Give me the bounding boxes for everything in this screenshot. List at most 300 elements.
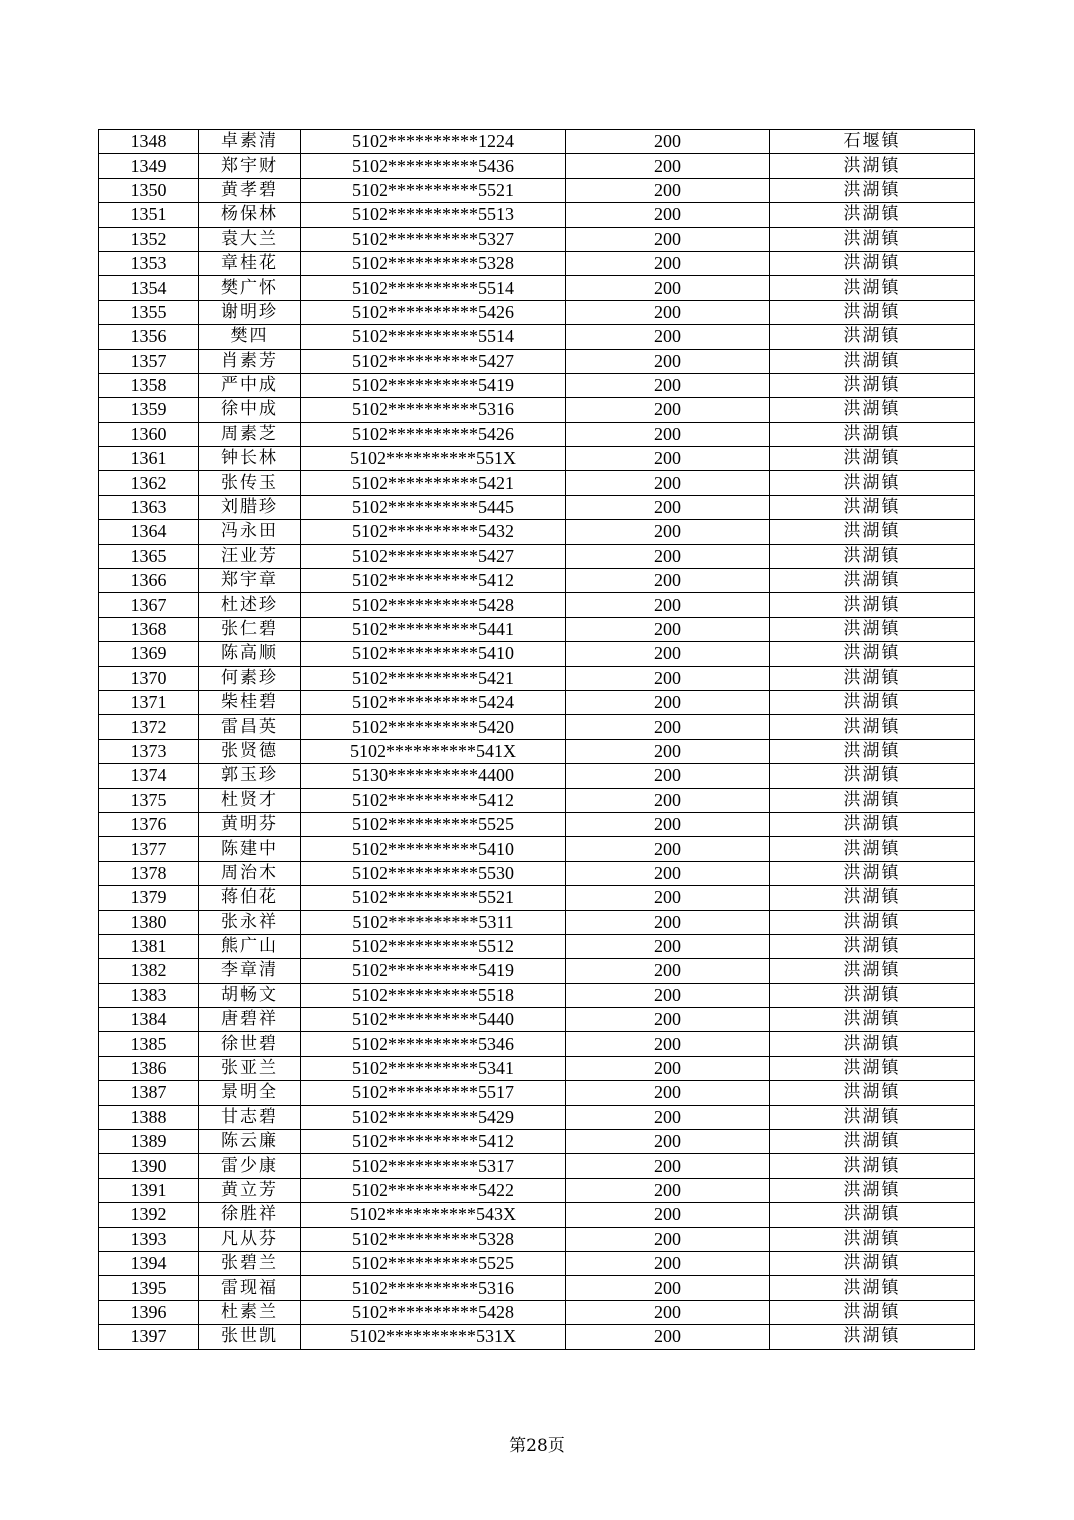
cell-town: 洪湖镇 [770,959,975,983]
table-row [99,373,975,397]
cell-name: 周治木 [199,861,301,885]
cell-town: 洪湖镇 [770,447,975,471]
cell-amount: 200 [566,715,770,739]
cell-name: 雷昌英 [199,715,301,739]
cell-name: 胡畅文 [199,983,301,1007]
cell-id-number: 5102**********5514 [301,276,566,300]
cell-id-number: 5102**********531X [301,1325,566,1349]
cell-town: 洪湖镇 [770,764,975,788]
cell-id-number: 5102**********5436 [301,154,566,178]
cell-serial: 1372 [99,715,199,739]
table-row [99,1056,975,1080]
cell-name: 黄孝碧 [199,178,301,202]
cell-name: 杨保林 [199,203,301,227]
cell-name: 景明全 [199,1081,301,1105]
cell-id-number: 5102**********5440 [301,1008,566,1032]
table-row [99,959,975,983]
table-row [99,788,975,812]
cell-serial: 1351 [99,203,199,227]
cell-town: 洪湖镇 [770,495,975,519]
cell-town: 洪湖镇 [770,617,975,641]
table-row [99,349,975,373]
cell-id-number: 5102**********5426 [301,300,566,324]
cell-serial: 1389 [99,1130,199,1154]
table-row [99,471,975,495]
cell-serial: 1383 [99,983,199,1007]
cell-name: 郭玉珍 [199,764,301,788]
cell-amount: 200 [566,1081,770,1105]
cell-name: 熊广山 [199,934,301,958]
cell-name: 杜素兰 [199,1300,301,1324]
cell-id-number: 5102**********541X [301,739,566,763]
cell-serial: 1370 [99,666,199,690]
table-row [99,227,975,251]
cell-serial: 1348 [99,130,199,154]
cell-id-number: 5102**********543X [301,1203,566,1227]
cell-town: 洪湖镇 [770,739,975,763]
cell-id-number: 5102**********5428 [301,593,566,617]
cell-amount: 200 [566,471,770,495]
cell-id-number: 5102**********5424 [301,690,566,714]
cell-id-number: 5102**********5521 [301,178,566,202]
cell-name: 张贤德 [199,739,301,763]
table-row [99,1032,975,1056]
cell-id-number: 5102**********5427 [301,544,566,568]
cell-amount: 200 [566,1130,770,1154]
cell-name: 陈高顺 [199,642,301,666]
cell-amount: 200 [566,1056,770,1080]
cell-amount: 200 [566,398,770,422]
table-row [99,154,975,178]
cell-id-number: 5102**********5445 [301,495,566,519]
cell-serial: 1358 [99,373,199,397]
cell-amount: 200 [566,764,770,788]
cell-town: 洪湖镇 [770,1227,975,1251]
cell-town: 洪湖镇 [770,422,975,446]
cell-name: 钟长林 [199,447,301,471]
cell-id-number: 5102**********5525 [301,812,566,836]
table-row [99,1203,975,1227]
cell-serial: 1367 [99,593,199,617]
cell-town: 洪湖镇 [770,1130,975,1154]
cell-serial: 1392 [99,1203,199,1227]
cell-town: 洪湖镇 [770,1178,975,1202]
page-footer [0,1431,1074,1456]
cell-town: 洪湖镇 [770,471,975,495]
cell-town: 洪湖镇 [770,812,975,836]
cell-id-number: 5102**********5412 [301,788,566,812]
cell-town: 洪湖镇 [770,861,975,885]
cell-town: 洪湖镇 [770,154,975,178]
cell-amount: 200 [566,154,770,178]
cell-id-number: 5102**********5525 [301,1251,566,1275]
cell-serial: 1397 [99,1325,199,1349]
table-row [99,1276,975,1300]
cell-town: 洪湖镇 [770,203,975,227]
table-row [99,422,975,446]
cell-amount: 200 [566,861,770,885]
cell-town: 洪湖镇 [770,1154,975,1178]
table-row [99,690,975,714]
cell-id-number: 5102**********5518 [301,983,566,1007]
footer-suffix: 页 [547,1436,565,1456]
cell-name: 樊广怀 [199,276,301,300]
cell-id-number: 5102**********5316 [301,1276,566,1300]
cell-name: 雷现福 [199,1276,301,1300]
cell-amount: 200 [566,251,770,275]
table-row [99,934,975,958]
cell-serial: 1380 [99,910,199,934]
cell-amount: 200 [566,617,770,641]
cell-serial: 1365 [99,544,199,568]
cell-town: 洪湖镇 [770,1276,975,1300]
cell-amount: 200 [566,739,770,763]
cell-town: 洪湖镇 [770,934,975,958]
cell-serial: 1388 [99,1105,199,1129]
cell-id-number: 5102**********5429 [301,1105,566,1129]
cell-id-number: 5102**********5422 [301,1178,566,1202]
cell-name: 陈建中 [199,837,301,861]
table-row [99,276,975,300]
table-row [99,642,975,666]
cell-name: 杜述珍 [199,593,301,617]
cell-serial: 1359 [99,398,199,422]
table-row [99,861,975,885]
cell-name: 张永祥 [199,910,301,934]
cell-serial: 1378 [99,861,199,885]
table-row [99,983,975,1007]
cell-serial: 1381 [99,934,199,958]
cell-town: 洪湖镇 [770,788,975,812]
cell-town: 洪湖镇 [770,715,975,739]
table-row [99,569,975,593]
cell-serial: 1357 [99,349,199,373]
cell-name: 严中成 [199,373,301,397]
cell-town: 洪湖镇 [770,910,975,934]
cell-serial: 1382 [99,959,199,983]
cell-name: 汪业芳 [199,544,301,568]
cell-town: 洪湖镇 [770,300,975,324]
data-table [98,129,975,1350]
cell-id-number: 5102**********1224 [301,130,566,154]
cell-amount: 200 [566,203,770,227]
cell-amount: 200 [566,1154,770,1178]
cell-town: 洪湖镇 [770,886,975,910]
cell-town: 洪湖镇 [770,690,975,714]
table-row [99,1300,975,1324]
table-row [99,130,975,154]
table-row [99,495,975,519]
cell-serial: 1361 [99,447,199,471]
table-row [99,300,975,324]
table-row [99,1251,975,1275]
cell-name: 黄立芳 [199,1178,301,1202]
cell-name: 谢明珍 [199,300,301,324]
footer-prefix: 第 [509,1436,527,1456]
cell-amount: 200 [566,276,770,300]
cell-amount: 200 [566,447,770,471]
cell-serial: 1390 [99,1154,199,1178]
cell-serial: 1363 [99,495,199,519]
table-row [99,325,975,349]
cell-amount: 200 [566,520,770,544]
cell-serial: 1375 [99,788,199,812]
cell-town: 洪湖镇 [770,1081,975,1105]
cell-amount: 200 [566,1276,770,1300]
cell-id-number: 5102**********5412 [301,569,566,593]
cell-amount: 200 [566,373,770,397]
cell-amount: 200 [566,812,770,836]
cell-name: 郑宇章 [199,569,301,593]
cell-town: 洪湖镇 [770,1105,975,1129]
cell-amount: 200 [566,1105,770,1129]
cell-id-number: 5102**********5517 [301,1081,566,1105]
cell-id-number: 5102**********5316 [301,398,566,422]
cell-serial: 1373 [99,739,199,763]
cell-town: 洪湖镇 [770,1203,975,1227]
cell-serial: 1374 [99,764,199,788]
cell-name: 张亚兰 [199,1056,301,1080]
cell-name: 樊四 [199,325,301,349]
cell-town: 洪湖镇 [770,349,975,373]
cell-town: 洪湖镇 [770,1325,975,1349]
cell-name: 章桂花 [199,251,301,275]
cell-name: 凡从芬 [199,1227,301,1251]
cell-town: 洪湖镇 [770,178,975,202]
cell-serial: 1355 [99,300,199,324]
table-row [99,251,975,275]
table-row [99,178,975,202]
cell-id-number: 5102**********5346 [301,1032,566,1056]
table-row [99,910,975,934]
cell-town: 洪湖镇 [770,593,975,617]
table-row [99,544,975,568]
cell-serial: 1395 [99,1276,199,1300]
cell-serial: 1379 [99,886,199,910]
cell-id-number: 5102**********5428 [301,1300,566,1324]
table-row [99,1008,975,1032]
cell-serial: 1353 [99,251,199,275]
cell-id-number: 5102**********5317 [301,1154,566,1178]
cell-town: 洪湖镇 [770,1008,975,1032]
cell-town: 洪湖镇 [770,666,975,690]
cell-amount: 200 [566,788,770,812]
cell-amount: 200 [566,910,770,934]
cell-town: 洪湖镇 [770,642,975,666]
cell-serial: 1354 [99,276,199,300]
cell-town: 洪湖镇 [770,276,975,300]
cell-amount: 200 [566,325,770,349]
table-row [99,1105,975,1129]
cell-id-number: 5102**********5419 [301,373,566,397]
cell-town: 洪湖镇 [770,544,975,568]
table-row [99,715,975,739]
cell-serial: 1349 [99,154,199,178]
cell-id-number: 5102**********5521 [301,886,566,910]
cell-id-number: 5102**********5421 [301,666,566,690]
table-row [99,1130,975,1154]
table-row [99,837,975,861]
cell-name: 郑宇财 [199,154,301,178]
cell-name: 柴桂碧 [199,690,301,714]
cell-amount: 200 [566,1008,770,1032]
cell-amount: 200 [566,1251,770,1275]
cell-id-number: 5102**********5530 [301,861,566,885]
cell-town: 洪湖镇 [770,569,975,593]
cell-serial: 1369 [99,642,199,666]
cell-town: 洪湖镇 [770,520,975,544]
cell-town: 洪湖镇 [770,227,975,251]
cell-serial: 1396 [99,1300,199,1324]
cell-serial: 1387 [99,1081,199,1105]
table-row [99,886,975,910]
cell-id-number: 5130**********4400 [301,764,566,788]
table-row [99,447,975,471]
cell-name: 张碧兰 [199,1251,301,1275]
cell-amount: 200 [566,934,770,958]
cell-town: 洪湖镇 [770,1056,975,1080]
cell-name: 张世凯 [199,1325,301,1349]
cell-amount: 200 [566,130,770,154]
cell-amount: 200 [566,1325,770,1349]
table-row [99,520,975,544]
footer-page-number: 28 [526,1436,548,1456]
cell-serial: 1356 [99,325,199,349]
cell-id-number: 5102**********5426 [301,422,566,446]
cell-amount: 200 [566,495,770,519]
cell-town: 洪湖镇 [770,373,975,397]
cell-serial: 1376 [99,812,199,836]
cell-town: 洪湖镇 [770,837,975,861]
table-row [99,1178,975,1202]
cell-amount: 200 [566,569,770,593]
table-row [99,1325,975,1349]
cell-id-number: 5102**********5410 [301,642,566,666]
table-row [99,739,975,763]
cell-serial: 1360 [99,422,199,446]
table-row [99,203,975,227]
cell-id-number: 5102**********5410 [301,837,566,861]
cell-serial: 1384 [99,1008,199,1032]
cell-name: 肖素芳 [199,349,301,373]
cell-name: 刘腊珍 [199,495,301,519]
cell-serial: 1393 [99,1227,199,1251]
cell-town: 石堰镇 [770,130,975,154]
cell-town: 洪湖镇 [770,1032,975,1056]
cell-id-number: 5102**********5412 [301,1130,566,1154]
cell-amount: 200 [566,422,770,446]
cell-town: 洪湖镇 [770,398,975,422]
cell-amount: 200 [566,349,770,373]
cell-id-number: 5102**********5328 [301,251,566,275]
cell-id-number: 5102**********5514 [301,325,566,349]
cell-amount: 200 [566,1300,770,1324]
table-row [99,1081,975,1105]
cell-amount: 200 [566,983,770,1007]
cell-name: 张仁碧 [199,617,301,641]
cell-id-number: 5102**********5420 [301,715,566,739]
cell-serial: 1364 [99,520,199,544]
cell-name: 陈云廉 [199,1130,301,1154]
cell-name: 徐胜祥 [199,1203,301,1227]
table-row [99,666,975,690]
cell-name: 杜贤才 [199,788,301,812]
cell-town: 洪湖镇 [770,983,975,1007]
cell-name: 唐碧祥 [199,1008,301,1032]
cell-amount: 200 [566,959,770,983]
cell-serial: 1371 [99,690,199,714]
cell-id-number: 5102**********5327 [301,227,566,251]
cell-id-number: 5102**********5513 [301,203,566,227]
cell-amount: 200 [566,886,770,910]
table-body [99,130,975,1350]
cell-amount: 200 [566,1032,770,1056]
cell-amount: 200 [566,227,770,251]
cell-name: 卓素清 [199,130,301,154]
cell-serial: 1352 [99,227,199,251]
cell-amount: 200 [566,666,770,690]
cell-id-number: 5102**********5311 [301,910,566,934]
cell-amount: 200 [566,1203,770,1227]
table-row [99,593,975,617]
cell-name: 蒋伯花 [199,886,301,910]
cell-amount: 200 [566,690,770,714]
cell-serial: 1350 [99,178,199,202]
cell-serial: 1362 [99,471,199,495]
cell-name: 何素珍 [199,666,301,690]
cell-id-number: 5102**********551X [301,447,566,471]
cell-serial: 1385 [99,1032,199,1056]
cell-serial: 1386 [99,1056,199,1080]
cell-serial: 1394 [99,1251,199,1275]
cell-name: 甘志碧 [199,1105,301,1129]
cell-id-number: 5102**********5421 [301,471,566,495]
cell-town: 洪湖镇 [770,1300,975,1324]
cell-name: 黄明芬 [199,812,301,836]
table-row [99,764,975,788]
cell-name: 冯永田 [199,520,301,544]
cell-id-number: 5102**********5328 [301,1227,566,1251]
table-row [99,1227,975,1251]
cell-town: 洪湖镇 [770,325,975,349]
table-row [99,812,975,836]
cell-name: 雷少康 [199,1154,301,1178]
cell-name: 袁大兰 [199,227,301,251]
cell-serial: 1368 [99,617,199,641]
cell-id-number: 5102**********5427 [301,349,566,373]
table-row [99,398,975,422]
cell-town: 洪湖镇 [770,1251,975,1275]
cell-name: 李章清 [199,959,301,983]
cell-amount: 200 [566,1178,770,1202]
cell-amount: 200 [566,300,770,324]
cell-name: 周素芝 [199,422,301,446]
cell-id-number: 5102**********5432 [301,520,566,544]
cell-town: 洪湖镇 [770,251,975,275]
cell-serial: 1377 [99,837,199,861]
cell-amount: 200 [566,178,770,202]
table-row [99,1154,975,1178]
cell-id-number: 5102**********5419 [301,959,566,983]
cell-serial: 1366 [99,569,199,593]
cell-id-number: 5102**********5512 [301,934,566,958]
cell-amount: 200 [566,837,770,861]
cell-name: 徐世碧 [199,1032,301,1056]
cell-amount: 200 [566,642,770,666]
cell-id-number: 5102**********5341 [301,1056,566,1080]
cell-name: 张传玉 [199,471,301,495]
table-row [99,617,975,641]
